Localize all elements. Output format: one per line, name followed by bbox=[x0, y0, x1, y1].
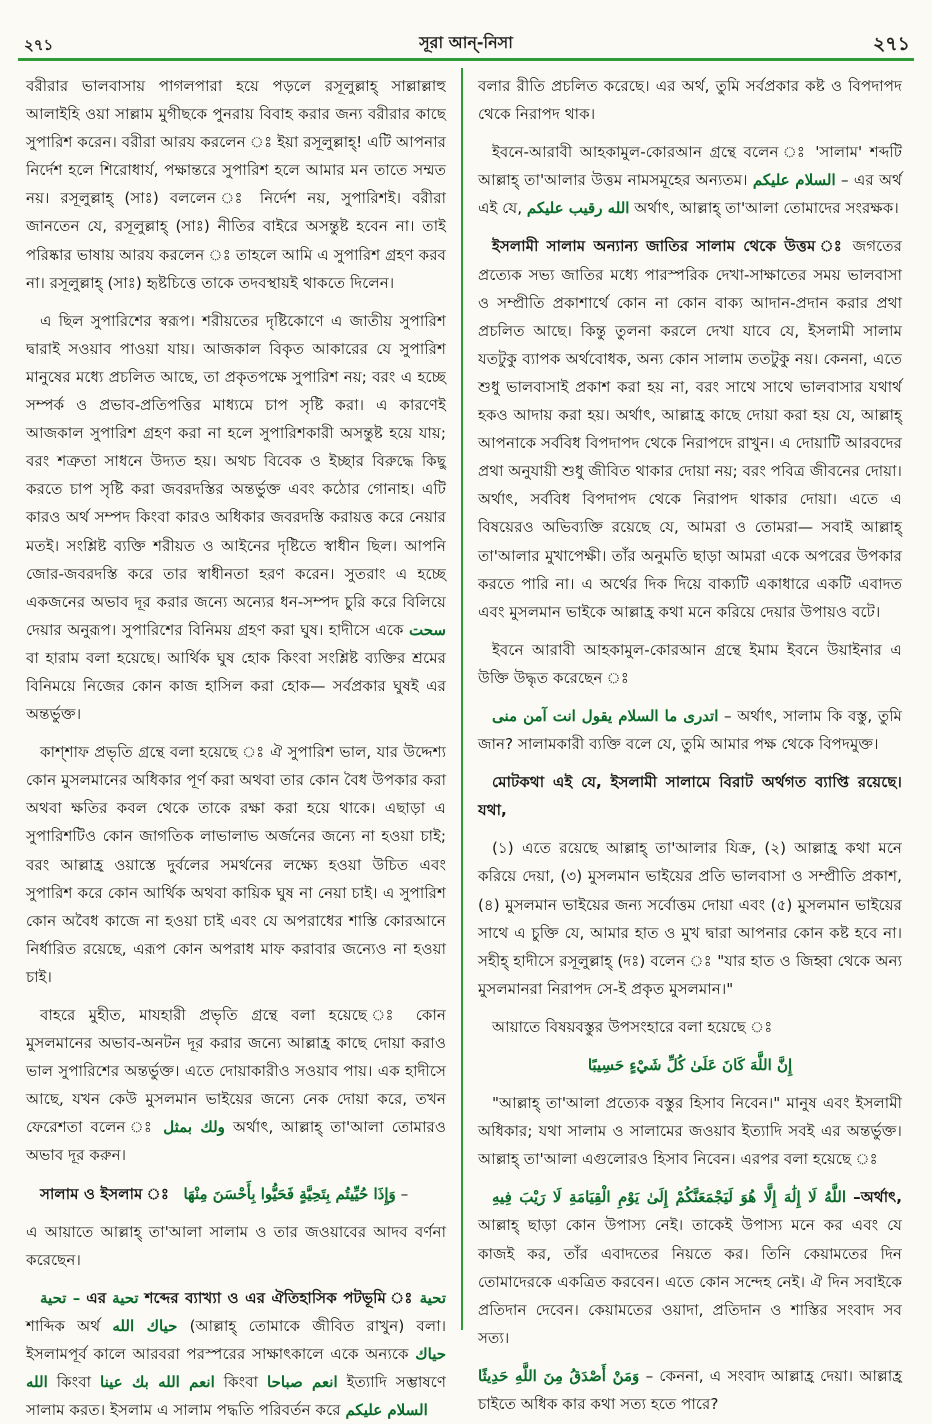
text-span: শাব্দিক অর্থ bbox=[26, 1316, 101, 1335]
arabic-word: الله رقيب عليكم bbox=[526, 199, 630, 218]
paragraph bbox=[26, 1284, 446, 1424]
arabic-word: السلام عليكم bbox=[752, 171, 836, 190]
arabic-verse-text: وَمَنْ أَصْدَقُ مِنَ اللَّهِ حَدِيثًا bbox=[478, 1366, 640, 1385]
paragraph bbox=[26, 307, 446, 728]
paragraph-lead: ইসলামী সালাম অন্যান্য জাতির সালাম থেকে উত্তম ঃ bbox=[492, 237, 845, 256]
paragraph bbox=[26, 1001, 446, 1170]
text-span: কিংবা bbox=[223, 1373, 259, 1392]
text-span: – এর অর্থ এই যে, bbox=[478, 171, 903, 218]
paragraph: এ আয়াতে আল্লাহ্ তা'আলা সালাম ও তার জওয়াবের আদব বর্ণনা করেছেন। bbox=[26, 1222, 446, 1269]
text-span: শব্দের ব্যাখ্যা ও এর ঐতিহাসিক পটভূমি ঃ bbox=[144, 1288, 414, 1307]
paragraph bbox=[478, 138, 902, 222]
text-span: বা হারাম বলা হয়েছে। আর্থিক ঘুষ হোক কিংবা সংশ্লিষ্ট ব্যক্তির শ্রমের বিনিময়ে নিজের কোন কাজ হাসিল করা হোক— সর্বপ্রকার ঘুষই এর অন্তর্ভুক্ত। bbox=[26, 648, 446, 724]
left-column bbox=[26, 72, 447, 1420]
text-span: অর্থাৎ, আল্লাহ্ তা'আলা তোমারও অভাব দূর করুন। bbox=[26, 1118, 447, 1165]
paragraph: বলার রীতি প্রচলিত করেছে। এর অর্থ, তুমি সর্বপ্রকার কষ্ট ও বিপদাপদ থেকে নিরাপদ থাক। bbox=[478, 77, 902, 124]
text-span: আল্লাহ্ ছাড়া কোন উপাস্য নেই। তাকেই উপাস্য মনে কর এবং যে কাজই কর, তাঁর এবাদতের নিয়তে কর। তিনি কেয়ামতের দিন তোমাদেরকে একত্রিত করবেন। এতে কোন সন্দেহ নেই। ঐ দিন সবাইকে প্রতিদান দেবেন। কেয়ামতের ওয়াদা, প্রতিদান ও শাস্তির সংবাদ সব সত্য। bbox=[478, 1216, 902, 1347]
arabic-word: انعم صباحا bbox=[267, 1373, 338, 1392]
heading-text: সালাম ও ইসলাম ঃ bbox=[40, 1184, 169, 1203]
section-heading bbox=[26, 1180, 446, 1208]
text-span: এর bbox=[86, 1288, 107, 1307]
paragraph: আয়াতে বিষয়বস্তুর উপসংহারে বলা হয়েছে ঃ bbox=[492, 1017, 773, 1036]
paragraph bbox=[478, 1183, 902, 1352]
arabic-word: سحت bbox=[409, 620, 446, 639]
paragraph: কাশ্শাফ প্রভৃতি গ্রন্থে বলা হয়েছে ঃ ঐ সুপারিশ ভাল, যার উদ্দেশ্য কোন মুসলমানের অধিকার পূর্ণ করা অথবা তার কোন বৈধ উপকার করা অথবা ক্ষতির কবল থেকে তাকে রক্ষা করা হয়ে থাকে। এছাড়া এ সুপারিশটিও কোন জাগতিক লাভালাভ অর্জনের জন্যে না হওয়া চাই; বরং আল্লাহ্র ওয়াস্তে দুর্বলের সমর্থনের লক্ষ্যে হওয়া উচিত এবং সুপারিশ করে কোন আর্থিক অথবা কায়িক ঘুষ না নেয়া চাই। এ সুপারিশ কোন অবৈধ কাজে না হওয়া চাই এবং যে অপরাধের শাস্তি কোরআনে নির্ধারিত রয়েছে, এরূপ কোন অপরাধ মাফ করাবার জন্যেও না হওয়া চাই। bbox=[26, 743, 446, 986]
text-span: – অর্থাৎ, সালাম কি বস্তু, তুমি জান? সালামকারী ব্যক্তি বলে যে, তুমি আমার পক্ষ থেকে বিপদমুক্ত। bbox=[478, 706, 902, 754]
arabic-verse-text: اللَّهُ لَا إِلَٰهَ إِلَّا هُوَ لَيَجْمَعَنَّكُمْ إِلَىٰ يَوْمِ الْقِيَامَةِ لَا رَيْبَ فِيهِ bbox=[492, 1188, 846, 1207]
heading-dash: – bbox=[400, 1184, 409, 1203]
page-number-left: ২৭১ bbox=[24, 36, 54, 54]
page-header bbox=[18, 30, 914, 54]
text-span: ইবনে-আরাবী আহকামুল-কোরআন গ্রন্থে বলেন ঃ 'সালাম' শব্দটি আল্লাহ্ তা'আলার উত্তম নামসমূহের অন্যতম। bbox=[478, 143, 902, 190]
paragraph: ইবনে আরাবী আহকামুল-কোরআন গ্রন্থে ইমাম ইবনে উয়াইনার এ উক্তি উদ্ধৃত করেছেন ঃ bbox=[478, 640, 902, 687]
paragraph: "আল্লাহ্ তা'আলা প্রত্যেক বস্তুর হিসাব নিবেন।" মানুষ এবং ইসলামী অধিকার; যথা সালাম ও সালামের জওয়াব ইত্যাদি সবই এর অন্তর্ভুক্ত। আল্লাহ্ তা'আলা এগুলোরও হিসাব নিবেন। এরপর বলা হয়েছে ঃ bbox=[478, 1094, 902, 1169]
arabic-quote: اتدرى ما السلام يقول انت آمن منى bbox=[492, 706, 719, 725]
arabic-word: ولك بمثل bbox=[163, 1118, 225, 1137]
text-span: – কেননা, এ সংবাদ আল্লাহ্র দেয়া। আল্লাহ্র চাইতে অধিক কার কথা সত্য হতে পারে? bbox=[478, 1366, 902, 1414]
arabic-verse-text: إِنَّ اللَّهَ كَانَ عَلَىٰ كُلِّ شَيْءٍ حَسِيبًا bbox=[587, 1056, 793, 1074]
text-span: ইত্যাদি সম্ভাষণে সালাম করত। ইসলাম এ সালাম পদ্ধতি পরিবর্তন করে bbox=[26, 1373, 447, 1420]
text-span: অর্থাৎ, আল্লাহ্ তা'আলা তোমাদের সংরক্ষক। bbox=[634, 199, 899, 218]
arabic-word: حياك الله bbox=[112, 1316, 178, 1335]
text-span: বাহরে মুহীত, মাযহারী প্রভৃতি গ্রন্থে বলা হয়েছে ঃ কোন মুসলমানের অভাব-অনটন দূর করার জন্যে আল্লাহ্র কাছে দোয়া করাও ভাল সুপারিশের অন্তর্ভুক্ত। এতে দোয়াকারীও সওয়াব পায়। এক হাদীসে আছে, যখন কেউ মুসলমান ভাইয়ের জন্যে নেক দোয়া করে, তখন ফেরেশতা বলেন ঃ bbox=[26, 1006, 446, 1137]
paragraph bbox=[478, 702, 902, 758]
arabic-word: انعم الله بك عينا bbox=[100, 1373, 215, 1392]
paragraph: মোটকথা এই যে, ইসলামী সালামে বিরাট অর্থগত ব্যাপ্তি রয়েছে। যথা, bbox=[478, 773, 902, 820]
running-title: সূরা আন্-নিসা bbox=[419, 33, 513, 52]
right-column bbox=[478, 72, 903, 1414]
arabic-verse: وَإِذَا حُيِّيتُم بِتَحِيَّةٍ فَحَيُّوا بِأَحْسَنَ مِنْهَا bbox=[183, 1184, 396, 1203]
arabic-word: حياك الله bbox=[26, 1345, 447, 1392]
arabic-verse bbox=[478, 1051, 902, 1079]
text-span: (আল্লাহ্ তোমাকে জীবিত রাখুন) বলা। ইসলামপূর্ব কালে আরবরা পরস্পরের সাক্ষাৎকালে একে অন্যকে bbox=[26, 1316, 447, 1364]
arabic-word: تحية bbox=[112, 1288, 139, 1307]
text-span: কিংবা bbox=[56, 1373, 92, 1392]
arabic-word: تحية – bbox=[40, 1288, 81, 1307]
page-number-right: ২৭১ bbox=[872, 33, 910, 55]
column-divider bbox=[461, 68, 463, 1330]
paragraph: বরীরার ভালবাসায় পাগলপারা হয়ে পড়লে রসূলুল্লাহ্ সাল্লাল্লাহু আলাইহি ওয়া সাল্লাম মুগীছকে পুনরায় বিবাহ করার জন্য বরীরার কাছে সুপারিশ করেন। বরীরা আরয করলেন ঃ ইয়া রসূলুল্লাহ্! এটি আপনার নির্দেশ হলে শিরোধার্য, পক্ষান্তরে সুপারিশ হলে আমার মন তাতে সম্মত নয়। রসূলুল্লাহ্ (সাঃ) বললেন ঃ নির্দেশ নয়, সুপারিশই। বরীরা জানতেন যে, রসূলুল্লাহ্ (সাঃ) নীতির বাইরে অসন্তুষ্ট হবেন না। তাই পরিষ্কার ভাষায় আরয করলেন ঃ তাহলে আমি এ সুপারিশ গ্রহণ করব না। রসূলুল্লাহ্ (সাঃ) হৃষ্টচিত্তে তাকে তদবস্থায়ই থাকতে দিলেন। bbox=[26, 77, 446, 292]
arabic-word: السلام عليكم bbox=[345, 1401, 428, 1420]
text-span: এ ছিল সুপারিশের স্বরূপ। শরীয়তের দৃষ্টিকোণে এ জাতীয় সুপারিশ দ্বারাই সওয়াব পাওয়া যায়। আজকাল বিকৃত আকারের যে সুপারিশ মানুষের মধ্যে প্রচলিত আছে, তা প্রকৃতপক্ষে সুপারিশ নয়; বরং এ হচ্ছে সম্পর্ক ও প্রভাব-প্রতিপত্তির মাধ্যমে চাপ সৃষ্টি করা। এ কারণেই আজকাল সুপারিশ গ্রহণ করা না হলে সুপারিশকারী অসন্তুষ্ট হয়ে যায়; বরং শত্রুতা সাধনে উদ্যত হয়। অথচ বিবেক ও ইচ্ছার বিরুদ্ধে কিছু করতে চাপ সৃষ্টি করা জবরদস্তির অন্তর্ভুক্ত এবং কঠোর গোনাহ। এটি কারও অর্থ সম্পদ কিংবা কারও অধিকার জবরদস্তি করায়ত্ত করে নেয়ার মতই। সংশ্লিষ্ট ব্যক্তি শরীয়ত ও আইনের দৃষ্টিতে স্বাধীন ছিল। আপনি জোর-জবরদস্তি করে তার স্বাধীনতা হরণ করেন। সুতরাং এ হচ্ছে একজনের অভাব দূর করার জন্যে অন্যের ধন-সম্পদ চুরি করে বিলিয়ে দেয়ার অনুরূপ। সুপারিশের বিনিময় গ্রহণ করা ঘুষ। হাদীসে একে bbox=[26, 311, 446, 639]
text-span: –অর্থাৎ, bbox=[853, 1188, 902, 1207]
arabic-word: تحية bbox=[419, 1288, 446, 1307]
paragraph bbox=[478, 1362, 902, 1418]
header-rule bbox=[18, 58, 914, 61]
paragraph: (১) এতে রয়েছে আল্লাহ্ তা'আলার যিক্র, (২) আল্লাহ্র কথা মনে করিয়ে দেয়া, (৩) মুসলমান ভাইয়ের প্রতি ভালবাসা ও সম্প্রীতি প্রকাশ, (৪) মুসলমান ভাইয়ের জন্য সর্বোত্তম দোয়া এবং (৫) মুসলমান ভাইয়ের সাথে এ চুক্তি যে, আমার হাত ও মুখ দ্বারা আপনার কোন কষ্ট হবে না। সহীহ্ হাদীসে রসূলুল্লাহ্ (দঃ) বলেন ঃ "যার হাত ও জিহ্বা থেকে অন্য মুসলমানরা নিরাপদ সে-ই প্রকৃত মুসলমান।" bbox=[478, 839, 902, 998]
paragraph bbox=[478, 232, 902, 625]
text-span: জগতের প্রত্যেক সভ্য জাতির মধ্যে পারস্পরিক দেখা-সাক্ষাতের সময় ভালবাসা ও সম্প্রীতি প্রকাশার্থে কোন না কোন বাক্য আদান-প্রদান করার প্রথা প্রচলিত আছে। কিন্তু তুলনা করলে দেখা যাবে যে, ইসলামী সালাম যতটুকু ব্যাপক অর্থবোধক, অন্য কোন সালাম ততটুকু নয়। কেননা, এতে শুধু ভালবাসাই প্রকাশ করা হয় না, বরং সাথে সাথে ভালবাসার যথার্থ হকও আদায় করা হয়। অর্থাৎ, আল্লাহ্র কাছে দোয়া করা হয় যে, আল্লাহ্ আপনাকে সর্ববিধ বিপদাপদ থেকে নিরাপদে রাখুন। এ দোয়াটি আরবদের প্রথা অনুযায়ী শুধু জীবিত থাকার দোয়া নয়; বরং পবিত্র জীবনের দোয়া। অর্থাৎ, সর্ববিধ বিপদাপদ থেকে নিরাপদ থাকার দোয়া। এতে এ বিষয়েরও অভিব্যক্তি রয়েছে যে, আমরা ও তোমরা— সবাই আল্লাহ্ তা'আলার মুখাপেক্ষী। তাঁর অনুমতি ছাড়া আমরা একে অপরের উপকার করতে পারি না। এ অর্থের দিক দিয়ে বাক্যটি একাধারে একটি এবাদত এবং মুসলমান ভাইকে আল্লাহ্র কথা মনে করিয়ে দেয়ার উপায়ও বটে। bbox=[478, 237, 903, 621]
